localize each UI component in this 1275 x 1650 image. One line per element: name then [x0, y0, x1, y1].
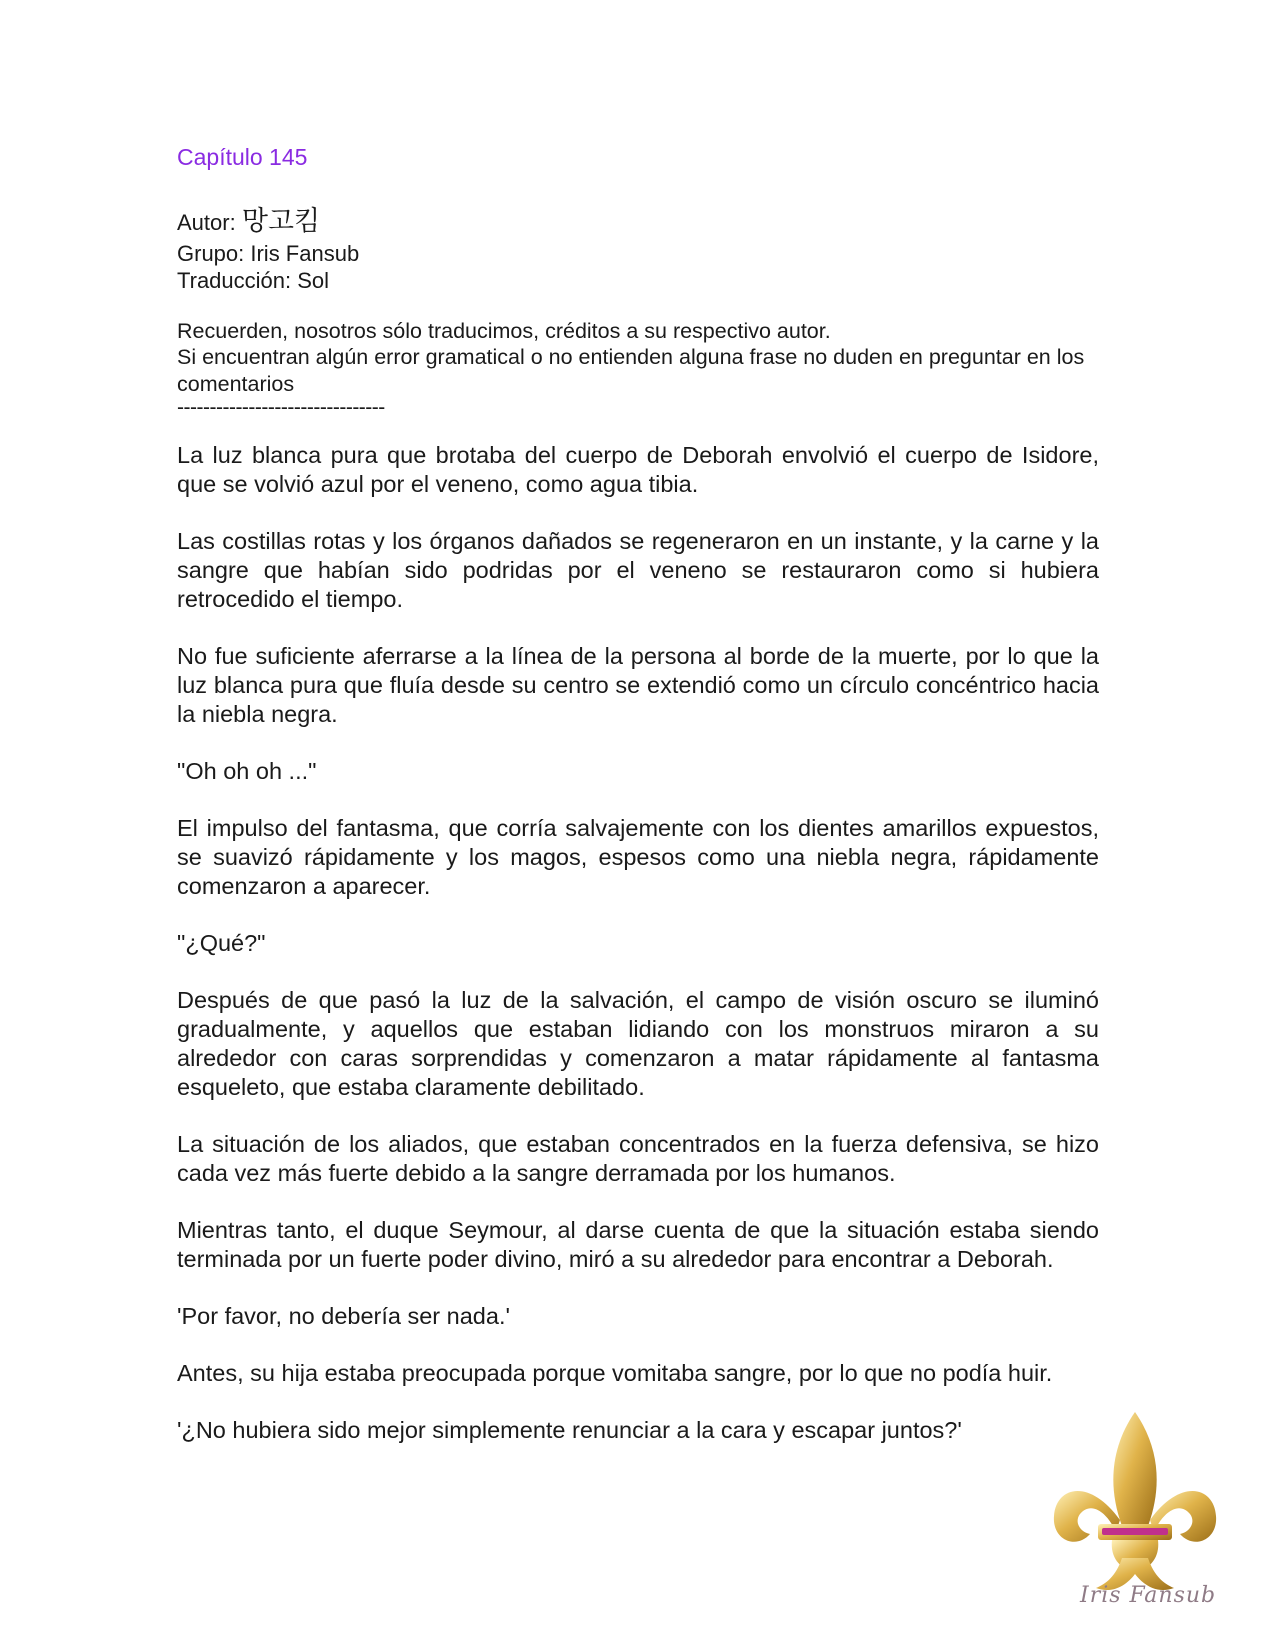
paragraph: 'Por favor, no debería ser nada.' — [177, 1303, 510, 1330]
document-page — [177, 144, 1099, 1473]
logo-caption: Iris Fansub — [1080, 1583, 1217, 1608]
paragraph: Mientras tanto, el duque Seymour, al darse cuenta de que la situación estaba siendo terminada por un fuerte poder divino, miró a su alrededor para encontrar a Deborah. — [177, 1217, 1099, 1273]
paragraph: No fue suficiente aferrarse a la línea de la persona al borde de la muerte, por lo que la luz blanca pura que fluía desde su centro se extendió como un círculo concéntrico hacia la niebla negra. — [177, 643, 1099, 728]
chapter-body — [177, 441, 1099, 1445]
author-label: Autor: — [177, 209, 242, 235]
paragraph: La luz blanca pura que brotaba del cuerpo de Deborah envolvió el cuerpo de Isidore, que se volvió azul por el veneno, como agua tibia. — [177, 442, 1099, 498]
chapter-title: Capítulo 145 — [177, 144, 308, 170]
author-line — [177, 205, 1099, 237]
translation-line: Traducción: Sol — [177, 267, 330, 293]
paragraph: "¿Qué?" — [177, 930, 266, 957]
credits-block — [177, 205, 1099, 294]
group-line: Grupo: Iris Fansub — [177, 240, 360, 266]
author-name: 망고킴 — [241, 205, 321, 237]
notice-line-1: Recuerden, nosotros sólo traducimos, créditos a su respectivo autor. — [177, 318, 831, 343]
translator-notice — [177, 318, 1099, 420]
paragraph: Las costillas rotas y los órganos dañados se regeneraron en un instante, y la carne y la sangre que habían sido podridas por el veneno se restauraron como si hubiera retrocedido el tiempo. — [177, 528, 1099, 613]
separator-line: -------------------------------- — [177, 396, 385, 420]
notice-line-2: Si encuentran algún error gramatical o no entienden alguna frase no duden en preguntar en los comentarios — [177, 345, 1085, 396]
paragraph: "Oh oh oh ..." — [177, 758, 317, 785]
paragraph: Después de que pasó la luz de la salvación, el campo de visión oscuro se iluminó gradualmente, y aquellos que estaban lidiando con los monstruos miraron a su alrededor con caras sorprendidas y comenzaron a matar rápidamente al fantasma esqueleto, que estaba claramente debilitado. — [177, 987, 1099, 1101]
paragraph: Antes, su hija estaba preocupada porque vomitaba sangre, por lo que no podía huir. — [177, 1360, 1053, 1387]
paragraph: El impulso del fantasma, que corría salvajemente con los dientes amarillos expuestos, se suavizó rápidamente y los magos, espesos como una niebla negra, rápidamente comenzaron a aparecer. — [177, 815, 1099, 900]
paragraph: '¿No hubiera sido mejor simplemente renunciar a la cara y escapar juntos?' — [177, 1417, 962, 1444]
paragraph: La situación de los aliados, que estaban concentrados en la fuerza defensiva, se hizo cada vez más fuerte debido a la sangre derramada por los humanos. — [177, 1131, 1099, 1187]
